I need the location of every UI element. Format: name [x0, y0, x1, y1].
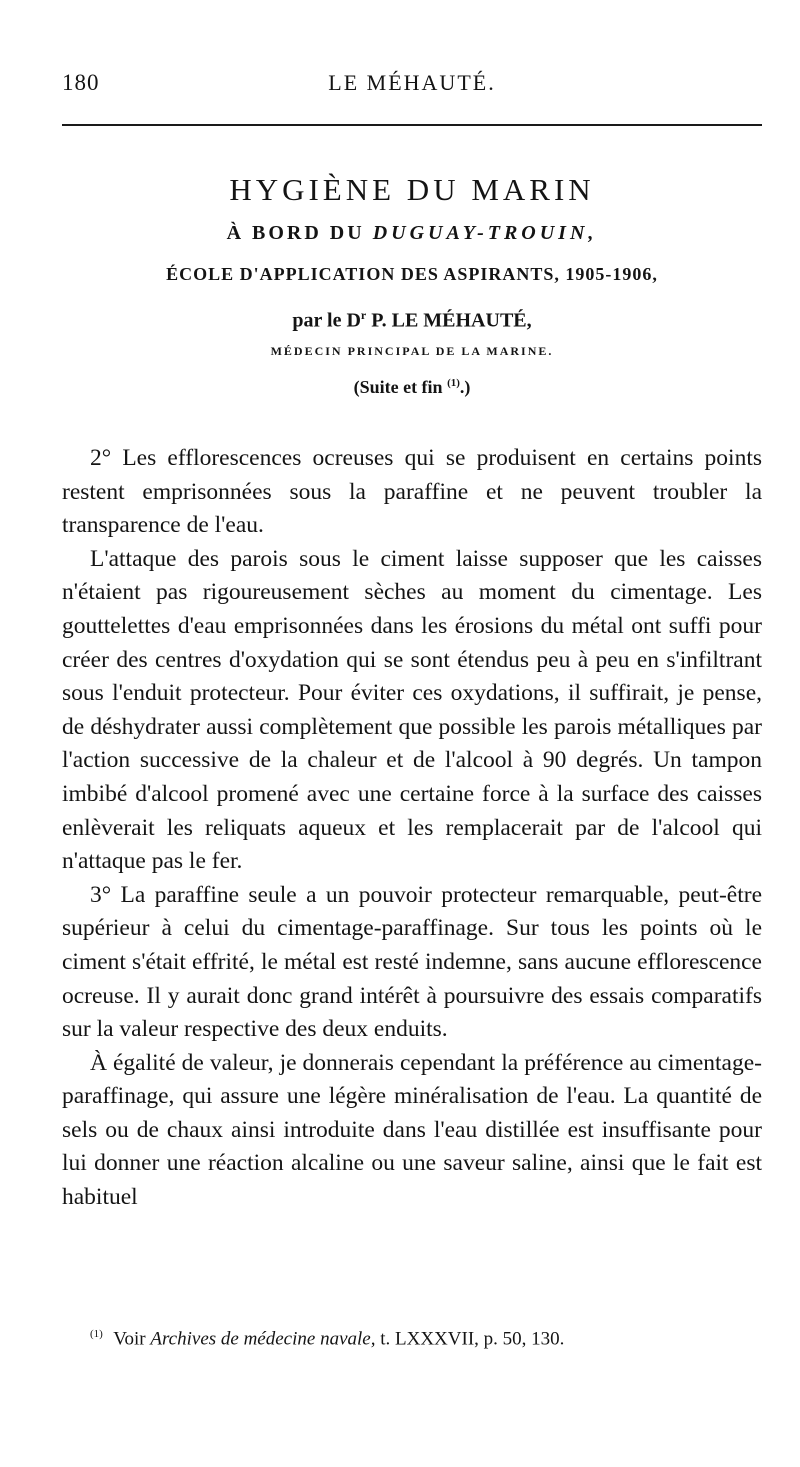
continuation-note: [62, 370, 762, 400]
article-subtitle: [62, 218, 762, 248]
footnote-prefix: Voir: [113, 1328, 146, 1350]
paragraph: 3° La paraffine seule a un pouvoir protecteur remarquable, peut-être supérieur à celui du cimentage-paraffinage. Sur tous les points où le ciment s'était effrité, le métal est resté indemne, sans aucune efflorescence ocreuse. Il y aurait donc grand intérêt à poursuivre des essais comparatifs sur la valeur respective des deux enduits.: [62, 881, 762, 1043]
continuation-text: (Suite et fin: [353, 376, 443, 397]
paragraph: 2° Les efflorescences ocreuses qui se produisent en certains points restent emprisonnées sous la paraffine et ne peuvent troubler la transparence de l'eau.: [62, 445, 762, 539]
continuation-close: .): [459, 376, 471, 397]
footnote-journal: Archives de médecine navale,: [150, 1328, 376, 1350]
page-number: 180: [62, 70, 100, 95]
footnote: [90, 1321, 760, 1352]
running-head: [62, 70, 762, 106]
school-line: ÉCOLE D'APPLICATION DES ASPIRANTS, 1905-1906,: [166, 264, 658, 284]
header-rule: [62, 124, 762, 126]
paragraph: L'attaque des parois sous le ciment laisse supposer que les caisses n'étaient pas rigoureusement sèches au moment du cimentage. Les gouttelettes d'eau emprisonnées dans les érosions du métal ont suffi pour créer des centres d'oxydation qui se sont étendus peu à peu en s'infiltrant sous l'enduit protecteur. Pour éviter ces oxydations, il suffirait, je pense, de déshydrater aussi complètement que possible les parois métalliques par l'action successive de la chaleur et de l'alcool à 90 degrés. Un tampon imbibé d'alcool promené avec une certaine force à la surface des caisses enlèverait les reliquats aqueux et les remplacerait par de l'alcool qui n'attaque pas le fer.: [62, 545, 762, 875]
paragraph: À égalité de valeur, je donnerais cependant la préférence au cimentage-paraffinage, qui assure une légère minéralisation de l'eau. La quantité de sels ou de chaux ainsi introduite dans l'eau distillée est insuffisante pour lui donner une réaction alcaline ou une saveur saline, ainsi que le fait est habituel: [62, 1049, 762, 1211]
continuation-footnote-mark: (1): [447, 376, 460, 389]
subtitle-prefix: À BORD DU: [226, 222, 365, 244]
footnote-reference: t. LXXXVII, p. 50, 130.: [380, 1328, 565, 1350]
author-name: P. LE MÉHAUTÉ,: [371, 309, 532, 332]
article-title-block: [62, 170, 762, 400]
author-prefix-sup: r: [360, 308, 367, 322]
author-line: [62, 300, 762, 336]
ship-name: DUGUAY-TROUIN,: [372, 222, 598, 244]
body-text: [62, 442, 762, 1215]
footnote-mark: (1): [90, 1328, 103, 1340]
author-prefix: par le D: [292, 309, 361, 332]
author-role: MÉDECIN PRINCIPAL DE LA MARINE.: [270, 343, 554, 358]
article-title: HYGIÈNE DU MARIN: [229, 172, 595, 207]
running-title: LE MÉHAUTÉ.: [328, 70, 496, 95]
